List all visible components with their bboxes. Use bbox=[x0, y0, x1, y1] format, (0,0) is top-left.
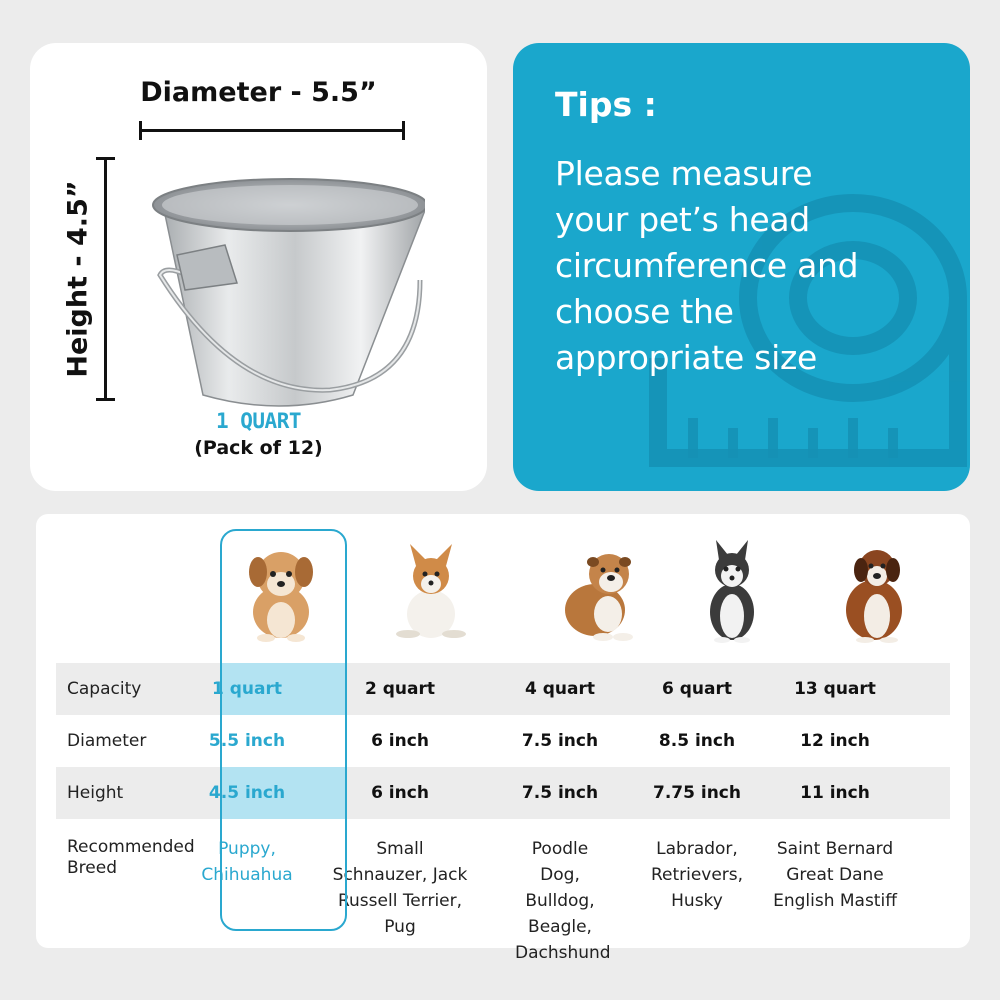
table-cell: Puppy, Chihuahua bbox=[201, 839, 293, 885]
table-cell: Saint Bernard Great Dane English Mastiff bbox=[773, 839, 897, 911]
table-cell: 6 inch bbox=[371, 731, 429, 751]
corgi-image bbox=[386, 542, 476, 642]
table-cell: 12 inch bbox=[800, 731, 870, 751]
table-cell: 6 quart bbox=[661, 679, 732, 699]
table-cell: 4 quart bbox=[524, 679, 595, 699]
table-cell: Small Schnauzer, Jack Russell Terrier, Pug bbox=[332, 839, 468, 937]
row-header: Recommended Breed bbox=[67, 837, 195, 878]
bulldog-image bbox=[553, 542, 643, 642]
height-label: Height - 4.5” bbox=[62, 180, 94, 378]
diameter-label: Diameter - 5.5” bbox=[140, 77, 377, 108]
dog-images-row bbox=[36, 514, 970, 654]
height-dimension-line bbox=[104, 157, 107, 401]
table-cell: 5.5 inch bbox=[208, 731, 286, 751]
table-cell: 6 inch bbox=[371, 783, 429, 803]
table-cell: 8.5 inch bbox=[658, 731, 736, 751]
table-row-breed bbox=[56, 832, 950, 963]
tips-card bbox=[513, 43, 970, 491]
product-pack: (Pack of 12) bbox=[194, 437, 323, 459]
table-cell: 13 quart bbox=[794, 679, 876, 699]
table-cell: Labrador, Retrievers, Husky bbox=[650, 839, 744, 911]
bucket-image bbox=[125, 155, 425, 415]
husky-image bbox=[692, 540, 772, 644]
puppy-image bbox=[226, 542, 336, 642]
table-cell: 7.5 inch bbox=[521, 731, 599, 751]
table-cell: 4.5 inch bbox=[208, 783, 286, 803]
table-row-diameter bbox=[56, 715, 950, 767]
tips-title: Tips : bbox=[555, 85, 657, 124]
saint-bernard-image bbox=[829, 540, 919, 644]
size-table bbox=[36, 514, 970, 963]
row-header: Height bbox=[67, 782, 124, 803]
table-row-capacity bbox=[56, 663, 950, 715]
table-cell: 11 inch bbox=[800, 783, 870, 803]
row-header: Diameter bbox=[67, 730, 147, 751]
table-cell: 2 quart bbox=[364, 679, 435, 699]
row-header: Capacity bbox=[67, 678, 142, 699]
table-cell: Poodle Dog, Bulldog, Beagle, Dachshund bbox=[515, 839, 611, 963]
tips-body: Please measure your pet’s head circumference and choose the appropriate size bbox=[555, 154, 859, 377]
product-card bbox=[30, 43, 487, 491]
diameter-dimension-line bbox=[139, 129, 405, 132]
product-name: 1 QUART bbox=[215, 409, 301, 433]
table-cell: 1 quart bbox=[211, 679, 282, 699]
table-row-height bbox=[56, 767, 950, 819]
table-cell: 7.75 inch bbox=[653, 783, 741, 803]
table-cell: 7.5 inch bbox=[521, 783, 599, 803]
